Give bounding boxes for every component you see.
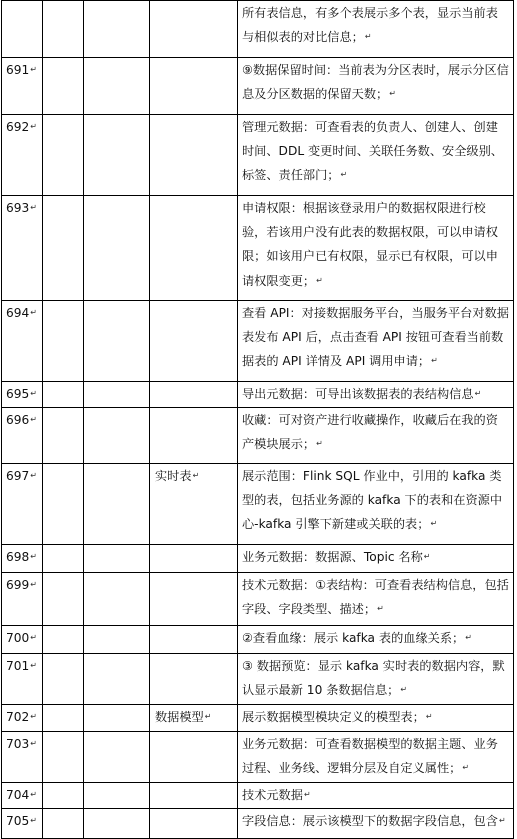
row-number-cell bbox=[2, 196, 43, 301]
paragraph-mark: ↵ bbox=[316, 275, 323, 285]
paragraph-mark: ↵ bbox=[400, 685, 408, 695]
category-cell bbox=[150, 654, 238, 705]
category-cell bbox=[150, 809, 238, 839]
description-cell bbox=[238, 654, 514, 705]
row-number: 702 bbox=[6, 710, 30, 724]
empty-cell bbox=[84, 196, 150, 301]
empty-cell bbox=[43, 115, 84, 196]
description-text: 所有表信息，有多个表展示多个表，显示当前表与相似表的对比信息； bbox=[242, 6, 498, 45]
description-cell bbox=[238, 382, 514, 408]
table-row bbox=[2, 573, 514, 626]
empty-cell bbox=[84, 545, 150, 573]
category-cell bbox=[150, 545, 238, 573]
category-cell bbox=[150, 783, 238, 809]
empty-cell bbox=[43, 573, 84, 626]
category-cell bbox=[150, 301, 238, 382]
description-cell bbox=[238, 573, 514, 626]
description-cell bbox=[238, 809, 514, 839]
empty-cell bbox=[84, 382, 150, 408]
table-row bbox=[2, 408, 514, 464]
paragraph-mark: ↵ bbox=[340, 170, 348, 180]
category-cell bbox=[150, 58, 238, 115]
empty-cell bbox=[84, 464, 150, 545]
paragraph-mark: ↵ bbox=[377, 604, 384, 614]
paragraph-mark: ↵ bbox=[30, 122, 37, 131]
category-cell bbox=[150, 705, 238, 732]
paragraph-mark: ↵ bbox=[389, 89, 396, 99]
description-text: ⑨数据保留时间：当前表为分区表时，展示分区信息及分区数据的保留天数； bbox=[242, 63, 509, 102]
description-text: 业务元数据：数据源、Topic 名称 bbox=[242, 550, 423, 564]
empty-cell bbox=[84, 58, 150, 115]
paragraph-mark: ↵ bbox=[30, 739, 37, 748]
empty-cell bbox=[43, 464, 84, 545]
empty-cell bbox=[43, 732, 84, 783]
paragraph-mark: ↵ bbox=[303, 790, 311, 799]
description-text: 展示数据模型模块定义的模型表； bbox=[242, 710, 425, 724]
paragraph-mark: ↵ bbox=[30, 790, 37, 799]
empty-cell bbox=[43, 382, 84, 408]
description-text: 管理元数据：可查看表的负责人、创建人、创建时间、DDL 变更时间、关联任务数、安全级别、标签、责任部门； bbox=[242, 120, 503, 183]
category-cell bbox=[150, 1, 238, 58]
paragraph-mark: ↵ bbox=[423, 552, 431, 561]
table-row bbox=[2, 783, 514, 809]
category-cell bbox=[150, 115, 238, 196]
category-cell bbox=[150, 626, 238, 654]
row-number-cell bbox=[2, 1, 43, 58]
row-number: 703 bbox=[6, 737, 30, 751]
empty-cell bbox=[43, 705, 84, 732]
description-cell bbox=[238, 626, 514, 654]
category-cell bbox=[150, 464, 238, 545]
row-number-cell bbox=[2, 545, 43, 573]
paragraph-mark: ↵ bbox=[30, 471, 37, 480]
description-text: 展示范围：Flink SQL 作业中，引用的 kafka 类型的表，包括业务源的 kafka 下的表和在资源中心-kafka 引擎下新建或关联的表； bbox=[242, 469, 503, 532]
row-number: 693 bbox=[6, 201, 30, 215]
paragraph-mark: ↵ bbox=[465, 633, 472, 642]
table-row bbox=[2, 654, 514, 705]
row-number-cell bbox=[2, 115, 43, 196]
description-cell bbox=[238, 301, 514, 382]
row-number: 705 bbox=[6, 814, 30, 828]
empty-cell bbox=[84, 301, 150, 382]
row-number-cell bbox=[2, 382, 43, 408]
table-row bbox=[2, 705, 514, 732]
description-cell bbox=[238, 115, 514, 196]
empty-cell bbox=[84, 705, 150, 732]
paragraph-mark: ↵ bbox=[30, 580, 37, 589]
description-text: 收藏：可对资产进行收藏操作，收藏后在我的资产模块展示； bbox=[242, 413, 498, 452]
paragraph-mark: ↵ bbox=[30, 389, 37, 398]
category-label: 实时表 bbox=[155, 469, 192, 483]
row-number-cell bbox=[2, 408, 43, 464]
table-row bbox=[2, 382, 514, 408]
category-cell bbox=[150, 732, 238, 783]
empty-cell bbox=[84, 654, 150, 705]
empty-cell bbox=[84, 809, 150, 839]
paragraph-mark: ↵ bbox=[30, 415, 37, 424]
empty-cell bbox=[84, 626, 150, 654]
table-row bbox=[2, 301, 514, 382]
table-row bbox=[2, 626, 514, 654]
paragraph-mark: ↵ bbox=[431, 356, 438, 366]
paragraph-mark: ↵ bbox=[425, 712, 433, 721]
table-row bbox=[2, 58, 514, 115]
empty-cell bbox=[43, 809, 84, 839]
empty-cell bbox=[43, 196, 84, 301]
paragraph-mark: ↵ bbox=[30, 203, 37, 212]
description-text: 查看 API：对接数据服务平台，当服务平台对数据表发布 API 后，点击查看 API 按钮可查看当前数据表的 API 详情及 API 调用申请； bbox=[242, 306, 509, 369]
category-cell bbox=[150, 196, 238, 301]
row-number-cell bbox=[2, 809, 43, 839]
requirements-table bbox=[1, 0, 514, 839]
row-number-cell bbox=[2, 732, 43, 783]
description-cell bbox=[238, 545, 514, 573]
row-number: 691 bbox=[6, 63, 30, 77]
row-number: 699 bbox=[6, 578, 30, 592]
row-number: 692 bbox=[6, 120, 30, 134]
row-number-cell bbox=[2, 654, 43, 705]
empty-cell bbox=[43, 545, 84, 573]
row-number-cell bbox=[2, 58, 43, 115]
empty-cell bbox=[84, 115, 150, 196]
row-number-cell bbox=[2, 301, 43, 382]
paragraph-mark: ↵ bbox=[204, 712, 212, 721]
category-cell bbox=[150, 408, 238, 464]
row-number: 696 bbox=[6, 413, 30, 427]
row-number-cell bbox=[2, 705, 43, 732]
table-row bbox=[2, 809, 514, 839]
empty-cell bbox=[43, 783, 84, 809]
table-row bbox=[2, 115, 514, 196]
category-cell bbox=[150, 382, 238, 408]
row-number-cell bbox=[2, 626, 43, 654]
description-cell bbox=[238, 1, 514, 58]
row-number: 695 bbox=[6, 387, 30, 401]
empty-cell bbox=[43, 626, 84, 654]
paragraph-mark: ↵ bbox=[30, 65, 37, 74]
table-row bbox=[2, 732, 514, 783]
description-cell bbox=[238, 196, 514, 301]
empty-cell bbox=[84, 1, 150, 58]
empty-cell bbox=[84, 783, 150, 809]
empty-cell bbox=[43, 654, 84, 705]
row-number: 701 bbox=[6, 659, 30, 673]
row-number-cell bbox=[2, 573, 43, 626]
empty-cell bbox=[43, 1, 84, 58]
row-number: 700 bbox=[6, 631, 30, 645]
table-row bbox=[2, 1, 514, 58]
empty-cell bbox=[43, 301, 84, 382]
paragraph-mark: ↵ bbox=[192, 471, 200, 480]
paragraph-mark: ↵ bbox=[474, 389, 482, 398]
table-row bbox=[2, 545, 514, 573]
empty-cell bbox=[84, 408, 150, 464]
description-cell bbox=[238, 705, 514, 732]
paragraph-mark: ↵ bbox=[30, 661, 37, 670]
description-cell bbox=[238, 408, 514, 464]
empty-cell bbox=[43, 58, 84, 115]
row-number: 698 bbox=[6, 550, 30, 564]
paragraph-mark: ↵ bbox=[30, 633, 37, 642]
description-cell bbox=[238, 783, 514, 809]
paragraph-mark: ↵ bbox=[430, 519, 438, 529]
paragraph-mark: ↵ bbox=[30, 552, 37, 561]
category-label: 数据模型 bbox=[155, 710, 204, 724]
row-number: 697 bbox=[6, 469, 30, 483]
row-number-cell bbox=[2, 464, 43, 545]
paragraph-mark: ↵ bbox=[316, 439, 323, 449]
table-body bbox=[2, 1, 514, 839]
description-text: 技术元数据 bbox=[242, 788, 303, 802]
paragraph-mark: ↵ bbox=[30, 816, 37, 825]
paragraph-mark: ↵ bbox=[462, 763, 470, 773]
table-row bbox=[2, 464, 514, 545]
description-text: ②查看血缘：展示 kafka 表的血缘关系； bbox=[242, 631, 465, 645]
description-text: 导出元数据：可导出该数据表的表结构信息 bbox=[242, 387, 474, 401]
description-text: 技术元数据：①表结构：可查看表结构信息，包括字段、字段类型、描述； bbox=[242, 578, 509, 617]
paragraph-mark: ↵ bbox=[498, 816, 506, 825]
empty-cell bbox=[84, 573, 150, 626]
row-number-cell bbox=[2, 783, 43, 809]
category-cell bbox=[150, 573, 238, 626]
description-text: ③ 数据预览：显示 kafka 实时表的数据内容，默认显示最新 10 条数据信息； bbox=[242, 659, 505, 698]
row-number: 704 bbox=[6, 788, 30, 802]
description-text: 申请权限：根据该登录用户的数据权限进行校验，若该用户没有此表的数据权限，可以申请权限；如该用户已有权限，显示已有权限，可以申请权限变更； bbox=[242, 201, 498, 288]
paragraph-mark: ↵ bbox=[30, 308, 37, 317]
paragraph-mark: ↵ bbox=[364, 32, 372, 42]
description-text: 业务元数据：可查看数据模型的数据主题、业务过程、业务线、逻辑分层及自定义属性； bbox=[242, 737, 498, 776]
empty-cell bbox=[84, 732, 150, 783]
row-number: 694 bbox=[6, 306, 30, 320]
description-cell bbox=[238, 58, 514, 115]
table-row bbox=[2, 196, 514, 301]
empty-cell bbox=[43, 408, 84, 464]
paragraph-mark: ↵ bbox=[30, 712, 37, 721]
description-cell bbox=[238, 732, 514, 783]
description-text: 字段信息：展示该模型下的数据字段信息，包含 bbox=[242, 814, 498, 828]
description-cell bbox=[238, 464, 514, 545]
